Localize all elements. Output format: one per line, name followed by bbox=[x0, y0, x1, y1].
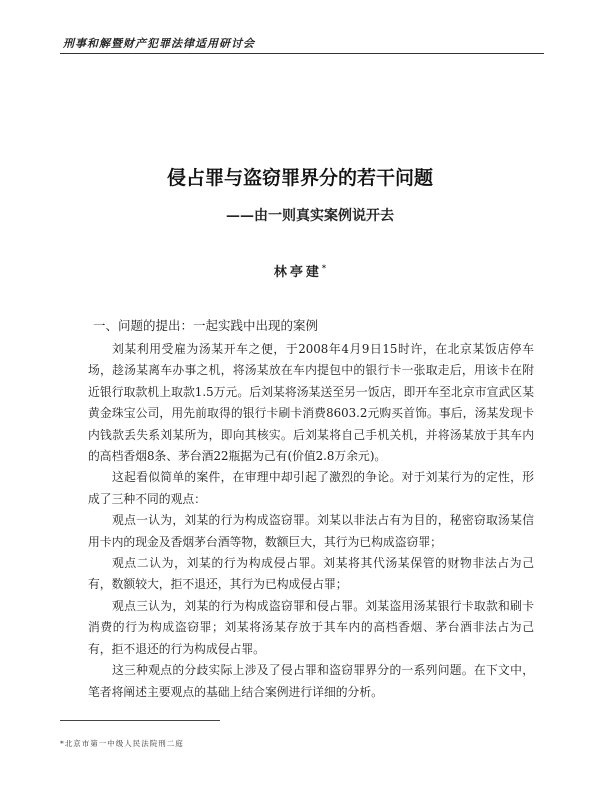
author-name: 林亭建 bbox=[273, 265, 322, 280]
paragraph-view-one: 观点一认为，刘某的行为构成盗窃罪。刘某以非法占有为目的，秘密窃取汤某信用卡内的现金及香烟茅台酒等物，数额巨大，其行为已构成盗窃罪； bbox=[88, 513, 534, 549]
running-header: 刑事和解暨财产犯罪法律适用研讨会 bbox=[63, 37, 255, 50]
section-heading: 一、问题的提出：一起实践中出现的案例 bbox=[93, 318, 319, 333]
article-subtitle: ——由一则真实案例说开去 bbox=[226, 208, 394, 224]
article-title: 侵占罪与盗窃罪界分的若干问题 bbox=[166, 167, 433, 189]
paragraph-view-three: 观点三认为，刘某的行为构成盗窃罪和侵占罪。刘某盗用汤某银行卡取款和刷卡消费的行为构成盗窃罪；刘某将汤某存放于其车内的高档香烟、茅台酒非法占为己有，拒不退还的行为构成侵占罪。 bbox=[88, 598, 534, 656]
header-rule bbox=[60, 53, 544, 54]
paragraph-dispute-intro: 这起看似简单的案件，在审理中却引起了激烈的争论。对于刘某行为的定性，形成了三种不同的观点： bbox=[88, 470, 534, 506]
footnote: *北京市第一中级人民法院刑二庭 bbox=[60, 739, 184, 748]
paragraph-case-facts: 刘某利用受雇为汤某开车之便，于2008年4月9日15时许，在北京某饭店停车场，趁汤某离车办事之机，将汤某放在车内提包中的银行卡一张取走后，用该卡在附近银行取款机上取款1.5万元。后刘某将汤某送至另一饭店，即开车至北京市宣武区某黄金珠宝公司，用先前取得的银行卡刷卡消费8603.2元购买首饰。事后，汤某发现卡内钱款丢失系刘某所为，即向其核实。后刘某将自己手机关机，并将汤某放于其车内的高档香烟8条、茅台酒22瓶据为己有(价值2.8万余元)。 bbox=[88, 342, 534, 464]
author-footnote-mark: * bbox=[321, 262, 327, 273]
article-body bbox=[88, 339, 534, 703]
footnote-rule bbox=[60, 720, 220, 721]
author-line bbox=[0, 261, 600, 280]
paragraph-view-two: 观点二认为，刘某的行为构成侵占罪。刘某将其代汤某保管的财物非法占为己有，数额较大，拒不退还，其行为已构成侵占罪； bbox=[88, 556, 534, 592]
paragraph-transition: 这三种观点的分歧实际上涉及了侵占罪和盗窃罪界分的一系列问题。在下文中，笔者将阐述主要观点的基础上结合案例进行详细的分析。 bbox=[88, 663, 534, 699]
